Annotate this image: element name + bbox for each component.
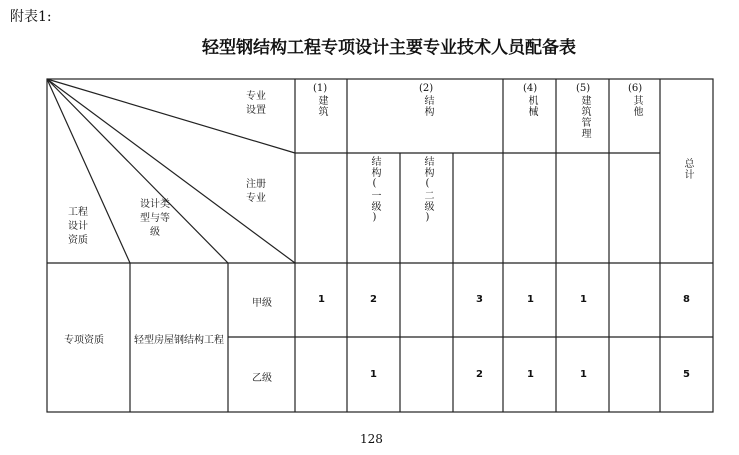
cell-b-structure-1: 1 (370, 369, 377, 380)
col-architecture-number: (1) (313, 83, 328, 94)
col-architecture-label: 建筑 (316, 95, 327, 117)
engineering-type-label: 轻型房屋钢结构工程 (134, 335, 224, 346)
header-specialty-setting: 专业设置 (246, 91, 266, 116)
cell-a-mechanical: 1 (527, 294, 534, 305)
col-total-label: 总计 (682, 158, 693, 180)
appendix-label: 附表1: (10, 9, 52, 25)
header-design-type-grade: 设计类型与等级 (140, 199, 170, 238)
col-other-label: 其他 (631, 95, 642, 117)
table-border (47, 79, 713, 412)
qualification-label: 专项资质 (64, 335, 104, 346)
page-number: 128 (360, 432, 383, 446)
cell-b-structure-other: 2 (476, 369, 483, 380)
header-engineering-design-qualification: 工程设计资质 (68, 207, 88, 246)
document-title: 轻型钢结构工程专项设计主要专业技术人员配备表 (202, 38, 576, 58)
header-registered-specialty: 注册专业 (246, 179, 266, 204)
cell-b-construction-mgmt: 1 (580, 369, 587, 380)
col-other-number: (6) (628, 83, 643, 94)
row-grade-b: 乙级 (252, 373, 272, 384)
col-structure-number: (2) (419, 83, 434, 94)
cell-a-structure-1: 2 (370, 294, 377, 305)
cell-a-construction-mgmt: 1 (580, 294, 587, 305)
cell-b-total: 5 (683, 369, 690, 380)
col-construction-mgmt-number: (5) (576, 83, 591, 94)
col-structure-label: 结构 (422, 95, 433, 117)
cell-a-architecture: 1 (318, 294, 325, 305)
col-mechanical-number: (4) (523, 83, 538, 94)
col-construction-mgmt-label: 建筑管理 (579, 95, 590, 139)
col-structure-grade1: 结构(一级) (369, 156, 380, 224)
row-grade-a: 甲级 (252, 298, 272, 309)
cell-b-mechanical: 1 (527, 369, 534, 380)
cell-a-structure-other: 3 (476, 294, 483, 305)
col-mechanical-label: 机械 (526, 95, 537, 117)
col-structure-grade2: 结构(二级) (422, 156, 433, 224)
cell-a-total: 8 (683, 294, 690, 305)
